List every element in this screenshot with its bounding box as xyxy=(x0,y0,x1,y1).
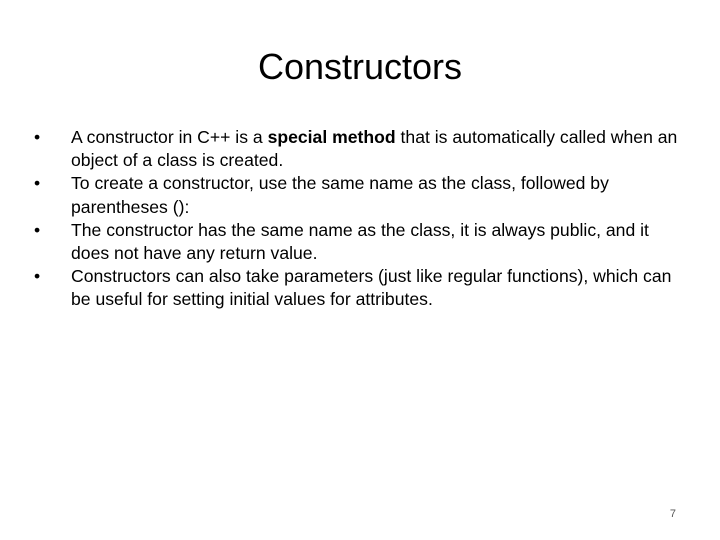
page-number: 7 xyxy=(669,508,676,520)
bullet-text: Constructors can also take parameters (just like regular functions), which can be useful for setting initial values for attributes. xyxy=(71,266,672,310)
bullet-point-icon: • xyxy=(34,127,41,147)
slide-title: Constructors xyxy=(257,46,463,87)
bullet-list xyxy=(34,126,684,312)
bullet-item xyxy=(34,172,684,218)
bullet-point-icon: • xyxy=(34,219,41,240)
bullet-text: The constructor has the same name as the class, it is always public, and it does not have any return value. xyxy=(71,219,649,264)
bullet-item xyxy=(34,265,684,311)
bullet-point-icon: • xyxy=(34,266,41,287)
bullet-text: A constructor in C++ is a xyxy=(71,127,268,147)
bullet-point-icon: • xyxy=(34,173,41,194)
bullet-item xyxy=(34,126,684,172)
bullet-text: To create a constructor, use the same name as the class, followed by parentheses (): xyxy=(71,173,609,217)
bullet-item xyxy=(34,219,684,265)
bullet-text-bold: special method xyxy=(267,127,396,147)
bullet-text: that is automatically called when an object of a class is created. xyxy=(71,127,678,171)
